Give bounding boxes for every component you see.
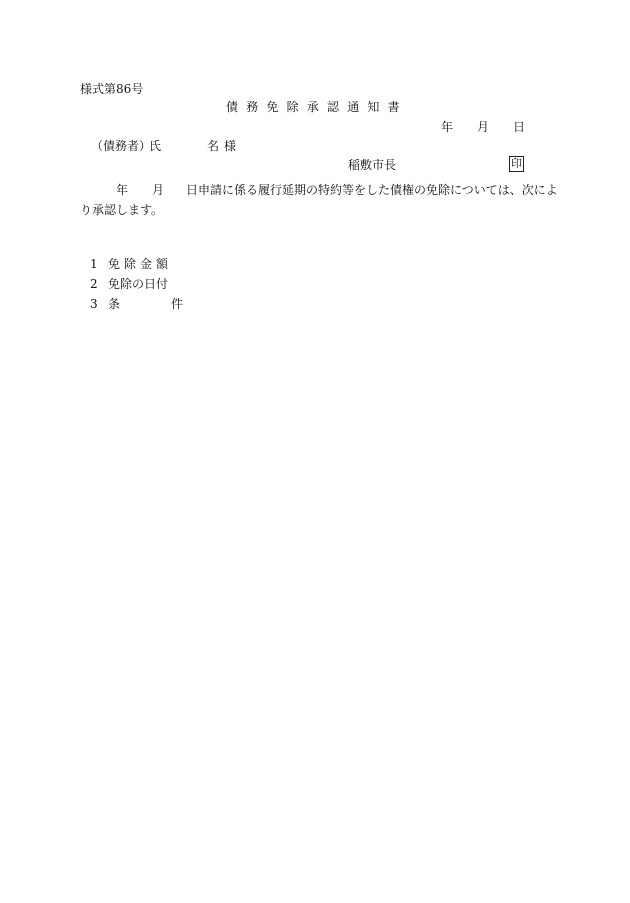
item-number: 2 — [90, 277, 98, 291]
date-day-label: 日 — [513, 120, 526, 134]
list-item — [90, 254, 183, 274]
body-text-line1: 日申請に係る履行延期の特約等をした債権の免除については、次によ — [186, 183, 558, 197]
date-year-label: 年 — [441, 120, 454, 134]
item-number: 1 — [90, 257, 98, 271]
debtor-label: （債務者） — [91, 139, 152, 153]
issuer-name: 稲敷市長 — [348, 158, 397, 172]
name-label-shi: 氏 — [149, 139, 162, 153]
body-text-line2: り承認します。 — [80, 203, 164, 217]
body-month-label: 月 — [152, 183, 165, 197]
date-month-label: 月 — [477, 120, 490, 134]
item-number: 3 — [90, 297, 98, 311]
date-line — [441, 120, 525, 134]
list-item — [90, 294, 183, 314]
item-label: 条件 — [108, 297, 183, 311]
document-title: 債務免除承認通知書 — [226, 100, 408, 114]
body-year-label: 年 — [116, 183, 129, 197]
item-label: 免除金額 — [108, 257, 173, 271]
list-item — [90, 274, 183, 294]
body-paragraph — [80, 180, 558, 220]
item-list — [90, 254, 183, 314]
honorific-sama: 様 — [224, 139, 237, 153]
name-label-na: 名 — [207, 139, 220, 153]
item-label: 免除の日付 — [108, 277, 169, 291]
seal-mark: 印 — [511, 157, 522, 170]
addressee-line — [91, 139, 236, 153]
form-number: 様式第86号 — [80, 82, 144, 96]
